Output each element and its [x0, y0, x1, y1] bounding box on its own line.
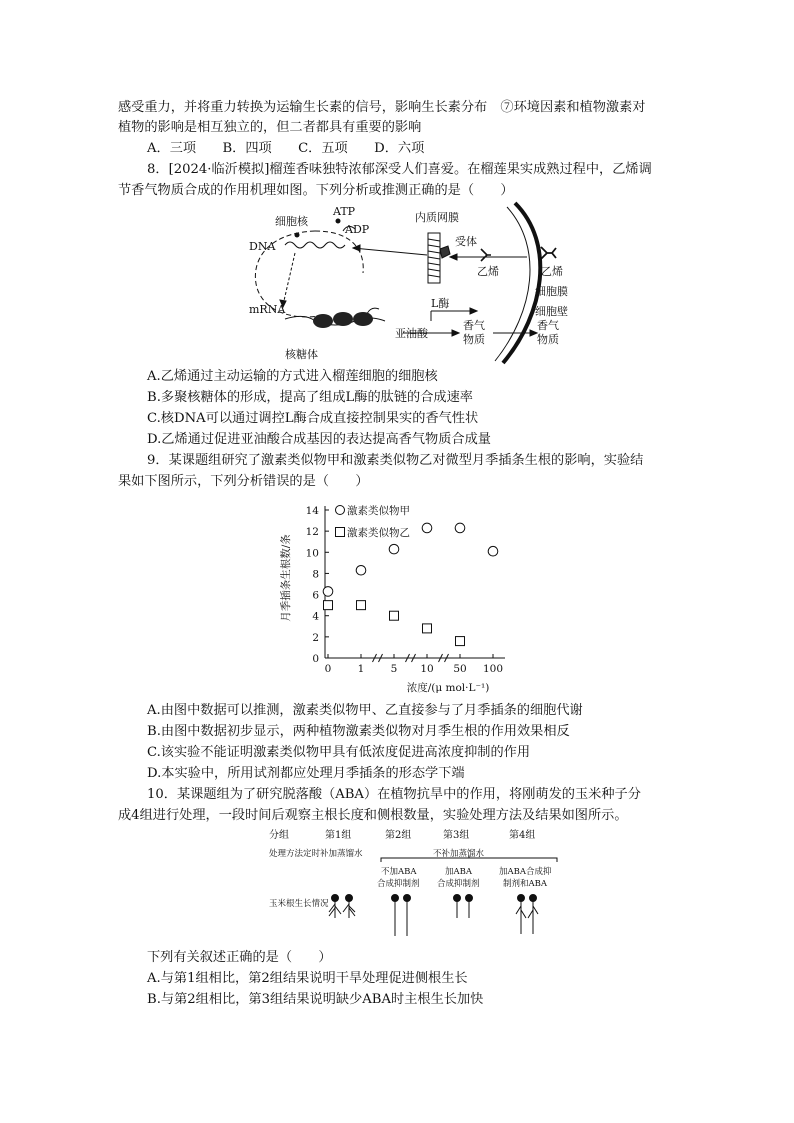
- x-tick-label: 1: [357, 663, 365, 675]
- fig10-g2-line1: 不加ABA: [381, 867, 417, 877]
- question-9-stem-2: 果如下图所示，下列分析错误的是（ ）: [118, 474, 369, 489]
- legend-label-series-b: 激素类似物乙: [347, 527, 410, 539]
- y-tick-label: 2: [312, 631, 319, 644]
- label-nucleus: 细胞核: [275, 215, 308, 228]
- question-10-stem-2: 成4组进行处理，一段时间后观察主根长度和侧根数量，实验处理方法及结果如图所示。: [118, 808, 628, 823]
- data-point-circle: [488, 546, 498, 556]
- data-point-square: [324, 601, 333, 610]
- label-er: 内质网膜: [415, 211, 459, 224]
- fig10-g4-line2: 制剂和ABA: [503, 879, 548, 889]
- fig10-g4-line1: 加ABA合成抑: [499, 867, 552, 877]
- question-10-stem-3: 下列有关叙述正确的是（ ）: [147, 950, 332, 965]
- label-ribosome: 核糖体: [285, 348, 318, 361]
- label-dna: DNA: [249, 240, 276, 253]
- legend-marker-circle: [336, 506, 345, 515]
- y-tick-label: 8: [312, 568, 319, 581]
- question-9-stem-1: 9．某课题组研究了激素类似物甲和激素类似物乙对微型月季插条生根的影响，实验结: [147, 453, 644, 468]
- x-tick-label: 10: [420, 663, 434, 675]
- y-tick-label: 10: [305, 547, 319, 560]
- question-9-option-d: D.本实验中，所用试剂都应处理月季插条的形态学下端: [147, 766, 465, 781]
- ethylene-mechanism-figure: [245, 203, 585, 365]
- fig10-water-added: 定时补加蒸馏水: [303, 849, 363, 859]
- y-tick-label: 0: [312, 653, 319, 665]
- y-tick-label: 6: [312, 589, 319, 602]
- fig10-header-group: 分组: [269, 830, 289, 841]
- chart-y-axis-label: 月季插条生根数/条: [280, 534, 292, 622]
- question-8-option-b: B.多聚核糖体的形成，提高了组成L酶的肽链的合成速率: [147, 390, 473, 405]
- legend-marker-square: [336, 528, 345, 537]
- fig10-group-3: 第3组: [443, 830, 470, 841]
- label-atp: ATP: [333, 205, 356, 218]
- legend-label-series-a: 激素类似物甲: [347, 505, 410, 517]
- question-8-option-c: C.核DNA可以通过调控L酶合成直接控制果实的香气性状: [147, 411, 479, 426]
- fig10-group-4: 第4组: [509, 830, 536, 841]
- aba-treatment-figure: [265, 826, 565, 944]
- label-aroma-outer-1: 香气: [537, 319, 559, 332]
- chart-x-axis-label: 浓度/(μ mol·L⁻¹): [406, 682, 490, 694]
- continued-text-line-2: 植物的影响是相互独立的，但二者都具有重要的影响: [118, 120, 422, 135]
- question-9-option-a: A.由图中数据可以推测，激素类似物甲、乙直接参与了月季插条的细胞代谢: [147, 703, 583, 718]
- data-point-circle: [455, 523, 465, 533]
- data-point-circle: [422, 523, 432, 533]
- label-adp: ADP: [345, 223, 370, 236]
- data-point-square: [390, 611, 399, 620]
- seedlings: [329, 895, 538, 937]
- data-point-circle: [323, 587, 333, 597]
- continued-text-line-1: 感受重力，并将重力转换为运输生长素的信号，影响生长素分布 ⑦环境因素和植物激素对: [118, 100, 646, 115]
- label-wall: 细胞壁: [535, 305, 568, 318]
- y-tick-label: 12: [305, 526, 319, 539]
- label-aroma-outer-2: 物质: [537, 333, 559, 346]
- data-point-square: [456, 637, 465, 646]
- rooting-scatter-chart: [280, 498, 533, 698]
- fig10-water-none: 不补加蒸馏水: [433, 849, 485, 859]
- label-membrane: 细胞膜: [535, 285, 568, 298]
- question-9-option-b: B.由图中数据初步显示，两种植物激素类似物对月季生根的作用效果相反: [147, 724, 570, 739]
- question-8-option-a: A.乙烯通过主动运输的方式进入榴莲细胞的细胞核: [147, 369, 438, 384]
- label-mrna: mRNA: [249, 303, 286, 316]
- data-point-circle: [356, 565, 366, 575]
- x-tick-label: 0: [324, 663, 332, 675]
- y-tick-label: 4: [312, 610, 319, 623]
- label-receptor: 受体: [455, 235, 477, 248]
- fig10-g2-line2: 合成抑制剂: [377, 879, 420, 889]
- label-ethylene-inner: 乙烯: [477, 265, 499, 278]
- fig10-g3-line2: 合成抑制剂: [437, 879, 480, 889]
- question-8-option-d: D.乙烯通过促进亚油酸合成基因的表达提高香气物质合成量: [147, 432, 491, 447]
- cell-wall: [503, 203, 540, 363]
- question-8-stem-1: 8．[2024·临沂模拟]榴莲香味独特浓郁深受人们喜爱。在榴莲果实成熟过程中，乙烯调: [147, 162, 652, 177]
- question-9-option-c: C.该实验不能证明激素类似物甲具有低浓度促进高浓度抑制的作用: [147, 745, 531, 760]
- data-point-square: [357, 601, 366, 610]
- x-tick-label: 50: [453, 663, 467, 675]
- label-l-enzyme: L酶: [431, 297, 450, 310]
- question-10-stem-1: 10．某课题组为了研究脱落酸（ABA）在植物抗旱中的作用，将刚萌发的玉米种子分: [147, 787, 641, 802]
- y-tick-label: 14: [305, 505, 319, 517]
- x-tick-label: 5: [390, 663, 398, 675]
- question-7-options: A．三项 B．四项 C．五项 D．六项: [147, 141, 425, 156]
- fig10-header-method: 处理方法: [269, 849, 304, 859]
- fig10-header-growth: 玉米根生长情况: [269, 899, 329, 909]
- x-tick-label: 100: [482, 663, 504, 675]
- polyribosomes: [313, 312, 373, 328]
- fig10-group-2: 第2组: [385, 830, 412, 841]
- dna-strand: [285, 242, 345, 248]
- question-10-option-a: A.与第1组相比，第2组结果说明干旱处理促进侧根生长: [147, 971, 468, 986]
- label-linoleic: 亚油酸: [395, 327, 428, 340]
- question-8-stem-2: 节香气物质合成的作用机理如图。下列分析或推测正确的是（ ）: [118, 183, 514, 198]
- label-ethylene-outer: 乙烯: [541, 265, 563, 278]
- label-aroma-inner-2: 物质: [463, 333, 485, 346]
- signal-arrow: [353, 248, 427, 255]
- fig10-group-1: 第1组: [325, 830, 352, 841]
- label-aroma-inner-1: 香气: [463, 319, 485, 332]
- data-point-square: [423, 624, 432, 633]
- question-10-option-b: B.与第2组相比，第3组结果说明缺少ABA时主根生长加快: [147, 992, 484, 1007]
- fig10-g3-line1: 加ABA: [445, 867, 473, 877]
- data-point-circle: [389, 544, 399, 554]
